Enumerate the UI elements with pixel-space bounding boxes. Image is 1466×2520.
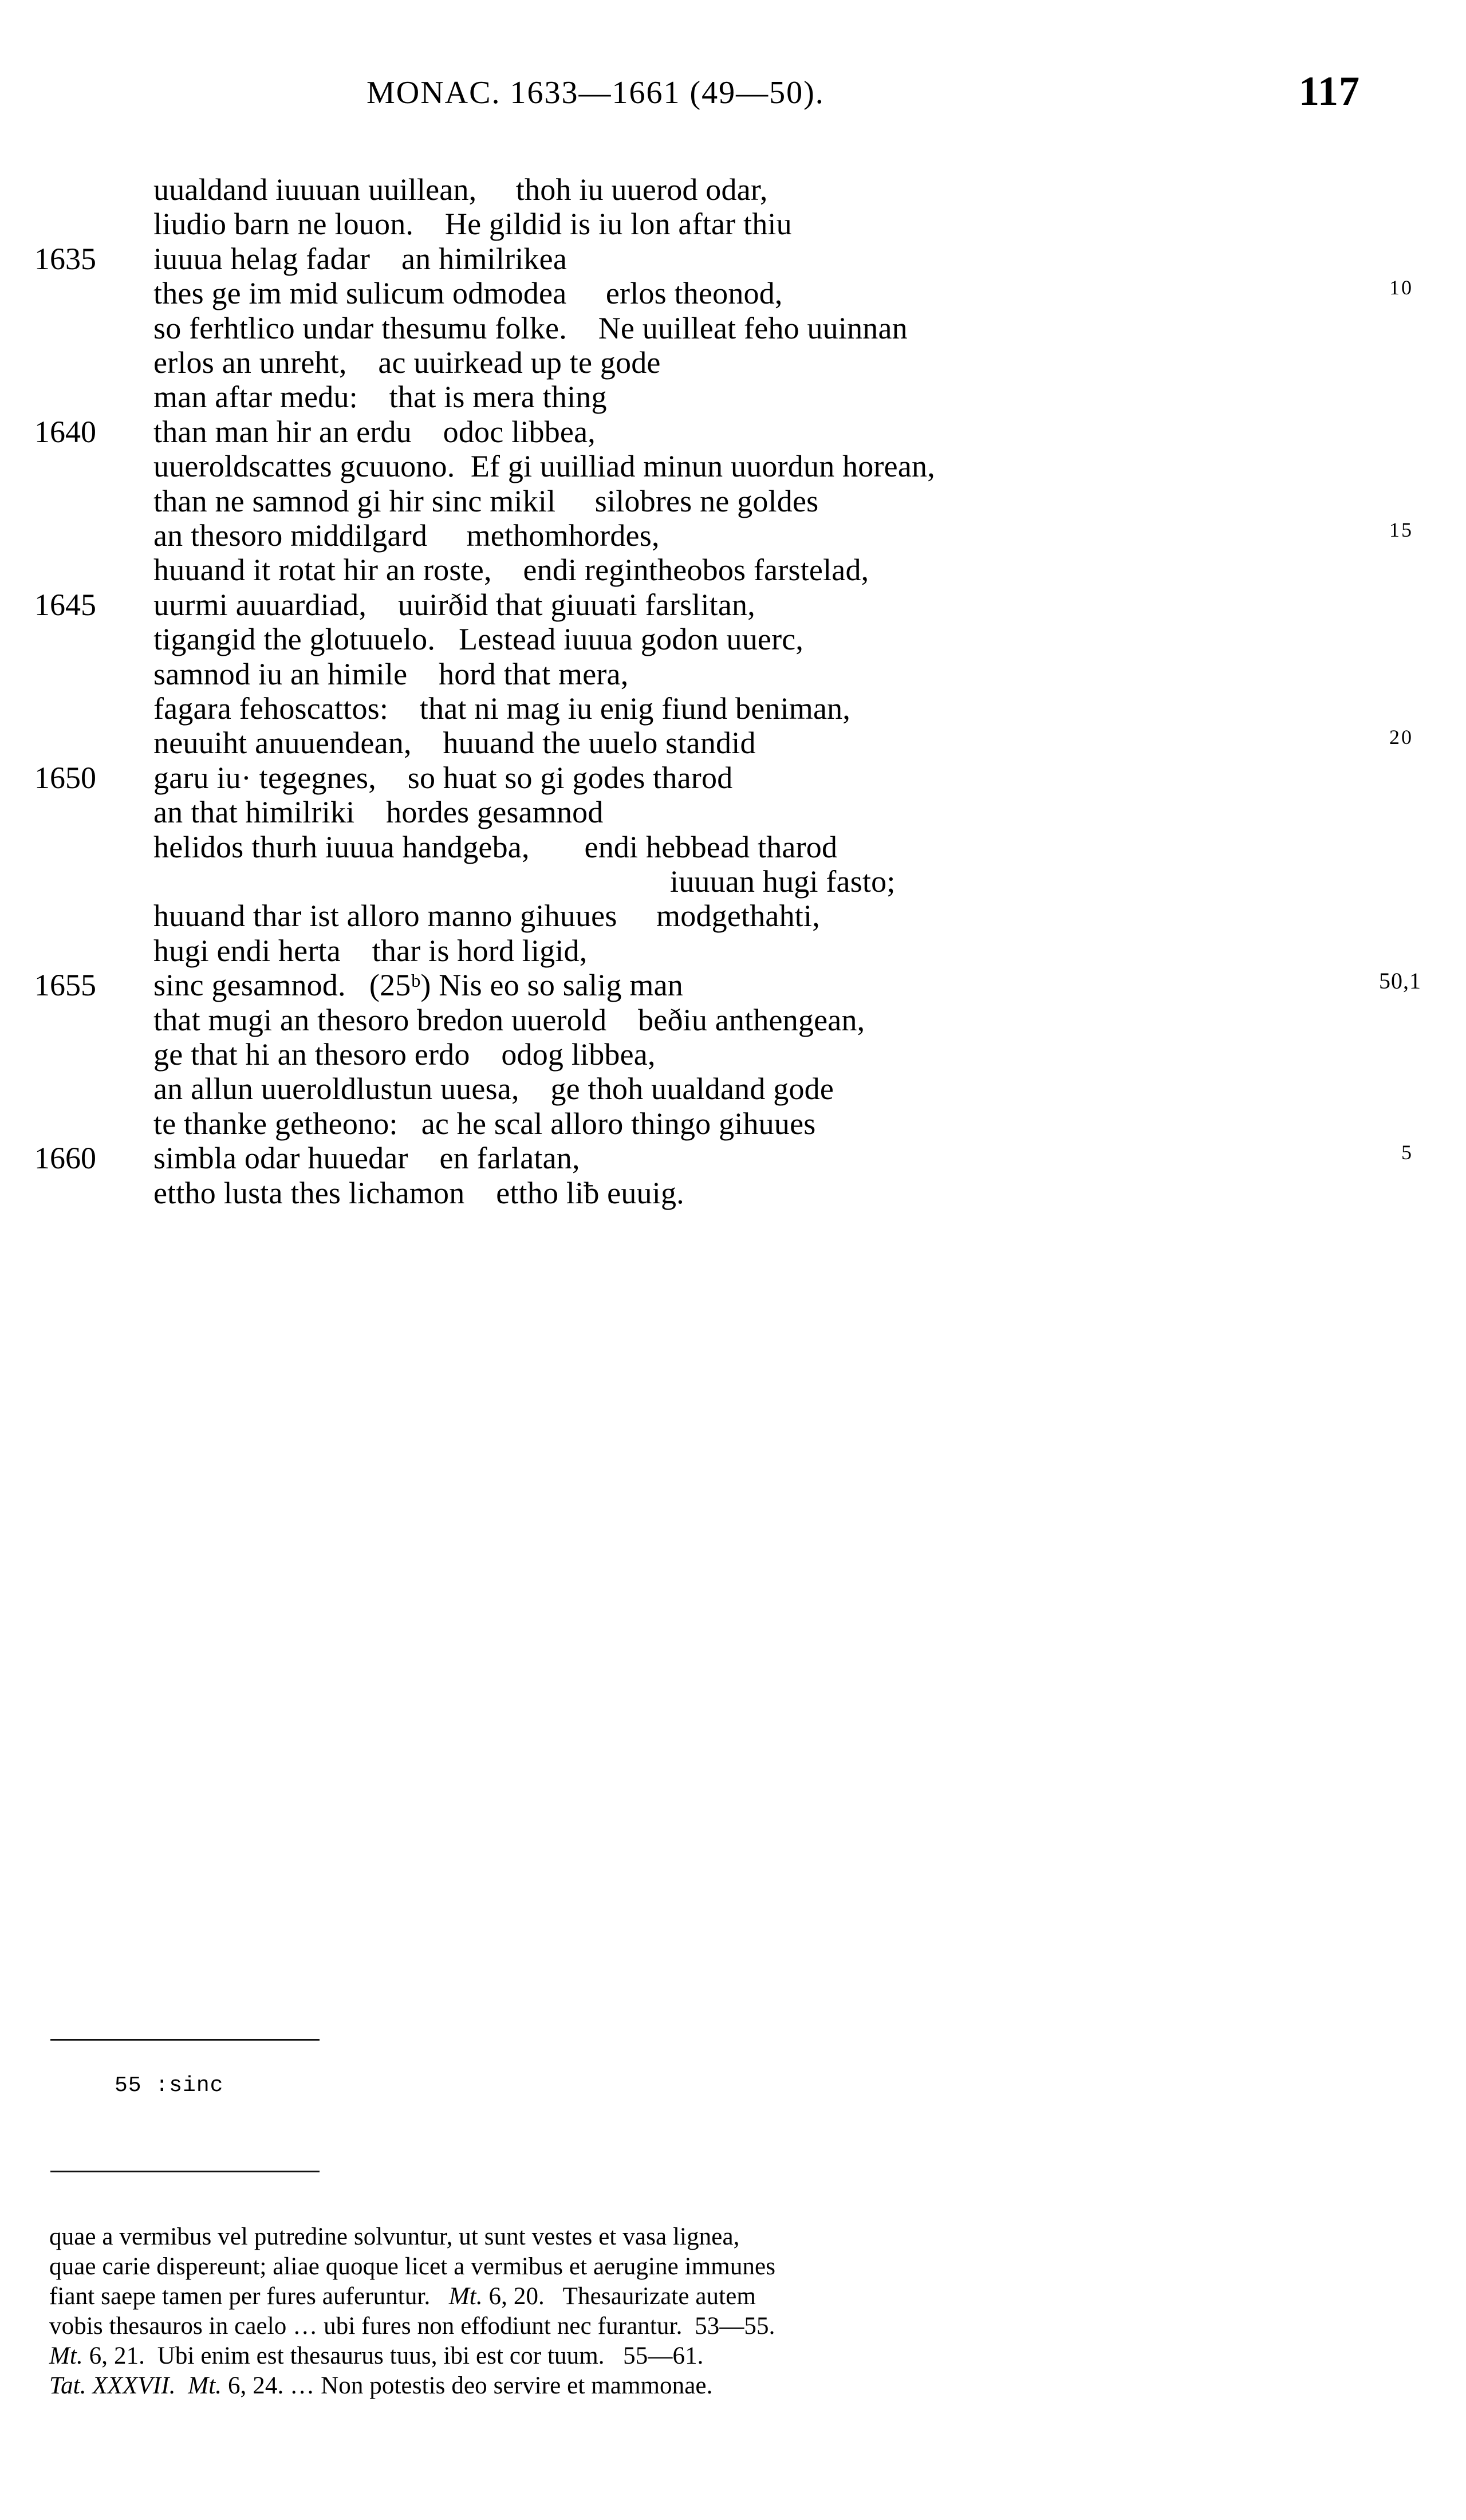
source-note-text: quae carie dispereunt; aliae quoque licet a vermibus et aerugine immunes bbox=[49, 2253, 776, 2280]
margin-line-number: 20 bbox=[1389, 726, 1413, 749]
source-note-text: 6, 24. … Non potestis deo servire et mammonae. bbox=[222, 2372, 713, 2399]
source-note-line bbox=[49, 2312, 1417, 2341]
page-number: 117 bbox=[1298, 68, 1360, 114]
source-note-text: vobis thesauros in caelo … ubi fures non effodiunt nec furantur. 53—55. bbox=[49, 2313, 775, 2340]
source-reference: Mt. bbox=[49, 2342, 83, 2369]
verse-text: uualdand iuuuan uuillean, thoh iu uuerod odar, bbox=[153, 172, 768, 207]
verse-text: than man hir an erdu odoc libbea, bbox=[153, 414, 596, 449]
verse-text: hugi endi herta thar is hord ligid, bbox=[153, 933, 588, 968]
verse-text: so ferhtlico undar thesumu folke. Ne uuilleat feho uuinnan bbox=[153, 310, 908, 345]
verse-text: sinc gesamnod. (25ᵇ) Nis eo so salig man bbox=[153, 968, 683, 1003]
margin-line-number: 10 bbox=[1389, 276, 1413, 300]
margin-line-number: 50,1 bbox=[1379, 968, 1421, 994]
source-reference: Mt. bbox=[448, 2283, 483, 2310]
source-note-line bbox=[49, 2222, 1417, 2252]
verse-text: an that himilriki hordes gesamnod bbox=[153, 795, 604, 830]
verse-text: iuuua helag fadar an himilrikea bbox=[153, 241, 568, 276]
source-note-text bbox=[176, 2372, 188, 2399]
source-reference: Mt. bbox=[188, 2372, 222, 2399]
verse-text: erlos an unreht, ac uuirkead up te gode bbox=[153, 345, 661, 380]
verse-text: huuand it rotat hir an roste, endi regintheobos farstelad, bbox=[153, 553, 869, 588]
source-note-line bbox=[49, 2282, 1417, 2312]
verse-number: 1640 bbox=[34, 414, 96, 449]
running-title: MONAC. 1633—1661 (49—50). bbox=[366, 75, 825, 111]
verse-text: fagara fehoscattos: that ni mag iu enig fiund beniman, bbox=[153, 691, 851, 726]
verse-text: thes ge im mid sulicum odmodea erlos theonod, bbox=[153, 276, 783, 311]
verse-text: simbla odar huuedar en farlatan, bbox=[153, 1141, 580, 1176]
latin-source-notes bbox=[49, 2222, 1417, 2401]
verse-text: helidos thurh iuuua handgeba, endi hebbead tharod bbox=[153, 829, 838, 864]
verse-text: iuuuan hugi fasto; bbox=[670, 864, 896, 899]
source-note-text: fiant saepe tamen per fures auferuntur. bbox=[49, 2283, 449, 2310]
verse-text: tigangid the glotuuelo. Lestead iuuua godon uuerc, bbox=[153, 622, 804, 657]
verse-text: ge that hi an thesoro erdo odog libbea, bbox=[153, 1037, 656, 1072]
verse-text: te thanke getheono: ac he scal alloro thingo gihuues bbox=[153, 1106, 816, 1141]
source-note-text: quae a vermibus vel putredine solvuntur, ut sunt vestes et vasa lignea, bbox=[49, 2223, 740, 2250]
running-head bbox=[0, 68, 1466, 126]
verse-text: an thesoro middilgard methomhordes, bbox=[153, 518, 660, 553]
verse-text: that mugi an thesoro bredon uuerold beðiu anthengean, bbox=[153, 1002, 865, 1037]
source-reference: Tat. XXXVII. bbox=[49, 2372, 176, 2399]
source-note-line bbox=[49, 2341, 1417, 2371]
verse-text: uurmi auuardiad, uuirðid that giuuati farslitan, bbox=[153, 587, 755, 622]
verse-text: man aftar medu: that is mera thing bbox=[153, 380, 607, 415]
critical-apparatus-note: 55 :sinc bbox=[115, 2073, 224, 2098]
verse-text: ettho lusta thes lichamon ettho liƀ euuig. bbox=[153, 1175, 684, 1210]
source-note-line bbox=[49, 2252, 1417, 2282]
verse-number: 1650 bbox=[34, 760, 96, 795]
margin-line-number: 5 bbox=[1401, 1141, 1413, 1164]
verse-text: uueroldscattes gcuuono. Ef gi uuilliad minun uuordun horean, bbox=[153, 449, 935, 484]
margin-line-number: 15 bbox=[1389, 518, 1413, 541]
apparatus-rule-top bbox=[50, 2039, 320, 2041]
verse-number: 1660 bbox=[34, 1141, 96, 1176]
verse-text: neuuiht anuuendean, huuand the uuelo standid bbox=[153, 726, 756, 761]
source-note-text: 6, 21. Ubi enim est thesaurus tuus, ibi est cor tuum. 55—61. bbox=[82, 2342, 704, 2369]
verse-text: liudio barn ne louon. He gildid is iu lon aftar thiu bbox=[153, 207, 792, 242]
verse-text: than ne samnod gi hir sinc mikil silobres ne goldes bbox=[153, 483, 819, 518]
apparatus-rule-bottom bbox=[50, 2171, 320, 2172]
verse-text: huuand thar ist alloro manno gihuues modgethahti, bbox=[153, 899, 820, 934]
verse-number: 1645 bbox=[34, 587, 96, 622]
verse-text: garu iu· tegegnes, so huat so gi godes tharod bbox=[153, 760, 733, 795]
source-note-text: 6, 20. Thesaurizate autem bbox=[482, 2283, 756, 2310]
source-note-line bbox=[49, 2371, 1417, 2401]
verse-text: samnod iu an himile hord that mera, bbox=[153, 656, 629, 691]
verse-text: an allun uueroldlustun uuesa, ge thoh uualdand gode bbox=[153, 1072, 834, 1107]
verse-number: 1635 bbox=[34, 241, 96, 276]
verse-number: 1655 bbox=[34, 968, 96, 1003]
